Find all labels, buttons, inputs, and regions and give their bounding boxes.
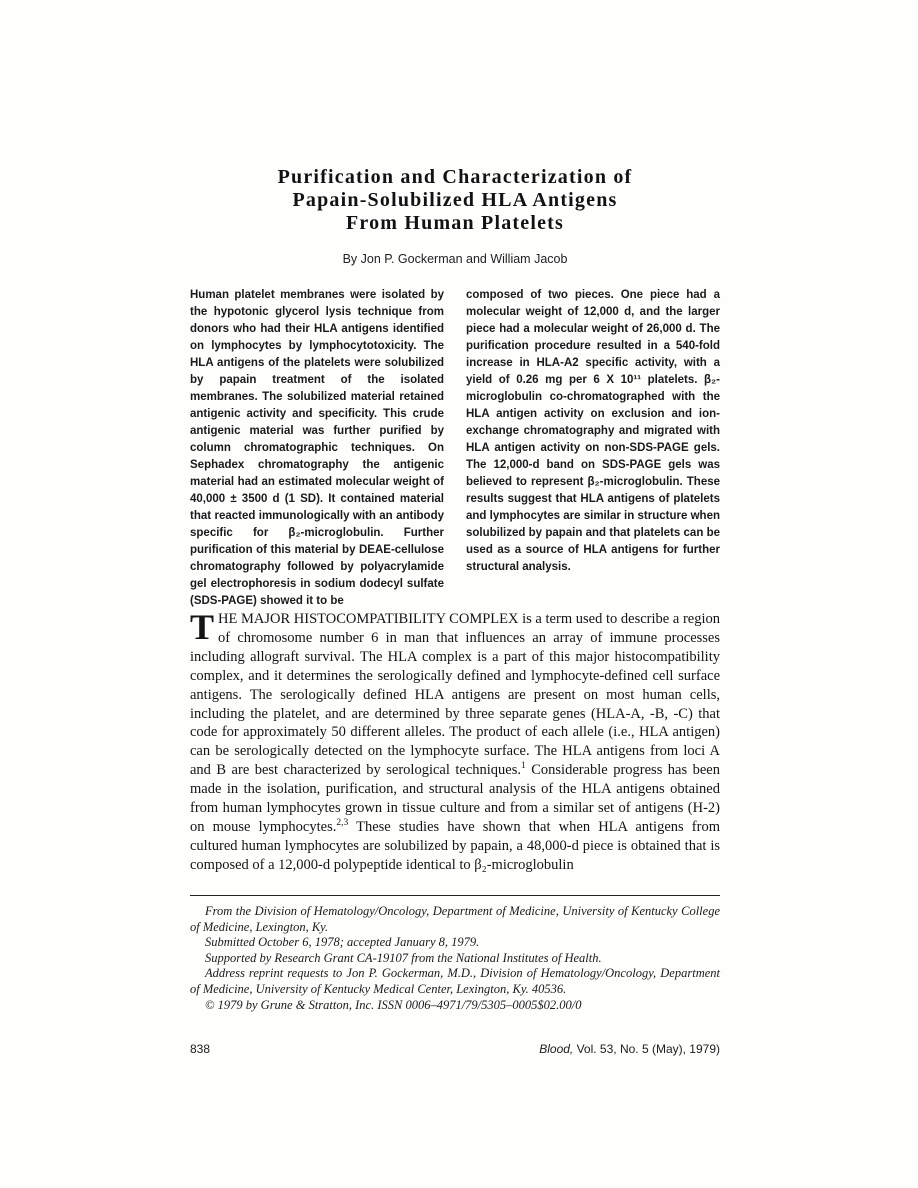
page-number: 838	[190, 1042, 211, 1056]
body-segment-2: Considerable progress has been made in the isolation, purification, and structural analysis of the HLA antigens obtained from human lymphocytes grown in tissue culture and from a similar set of antigens (H-2) on mouse lymphocytes.	[190, 762, 720, 835]
body-segment-3: These studies have shown that when HLA antigens from cultured human lymphocytes are solubilized by papain, a 48,000-d piece is obtained that is composed of a 12,000-d polypeptide identical to β₂-microglobulin	[190, 818, 720, 873]
body-segment-1: HE MAJOR HISTOCOMPATIBILITY COMPLEX is a term used to describe a region of chromosome number 6 in man that influences an array of immune processes including allograft survival. The HLA complex is a part of this major histocompatibility complex, and it determines the serologically defined and lymphocyte-defined cell surface antigens. The serologically defined HLA antigens are present on most human cells, including the platelet, and are determined by three separate genes (HLA-A, -B, -C) that code for approximately 50 different alleles. The product of each allele (i.e., HLA antigen) can be serologically detected on the lymphocyte surface. The HLA antigens from loci A and B are best characterized by serological techniques.	[190, 611, 720, 779]
article-body	[190, 607, 720, 875]
article-title-line-1: Purification and Characterization of	[277, 166, 633, 188]
footnote-copyright-issn: © 1979 by Grune & Stratton, Inc. ISSN 0006–4971/79/5305–0005$02.00/0	[205, 997, 582, 1012]
body-paragraph	[190, 607, 720, 875]
footnotes	[190, 904, 720, 1013]
reference-mark-2-3: 2,3	[336, 818, 349, 829]
abstract-column-left: Human platelet membranes were isolated by the hypotonic glycerol lysis technique from donors who had their HLA antigens identified on lymphocytes by lymphocytotoxicity. The HLA antigens of the platelets were solubilized by papain treatment of the isolated membranes. The solubilized material retained antigenic activity and specificity. This crude antigenic material was further purified by column chromatographic techniques. On Sephadex chromatography the antigenic material had an estimated molecular weight of 40,000 ± 3500 d (1 SD). It contained material that reacted immunologically with an antibody specific for β₂-microglobulin. Further purification of this material by DEAE-cellulose chromatography followed by polyacrylamide gel electrophoresis in sodium dodecyl sulfate (SDS-PAGE) showed it to be	[190, 289, 444, 607]
footnote-submission-dates: Submitted October 6, 1978; accepted January 8, 1979.	[205, 935, 480, 950]
journal-citation	[539, 1042, 720, 1056]
footnote-affiliation: From the Division of Hematology/Oncology, Department of Medicine, University of Kentucky College of Medicine, Lexington, Ky.	[190, 904, 720, 934]
article-title-line-3: From Human Platelets	[345, 212, 565, 234]
journal-name: Blood,	[539, 1042, 574, 1056]
footnote-grant-support: Supported by Research Grant CA-19107 from the National Institutes of Health.	[205, 950, 602, 965]
abstract	[190, 287, 720, 610]
reference-mark-1: 1	[521, 761, 526, 772]
abstract-column-right: composed of two pieces. One piece had a molecular weight of 12,000 d, and the larger piece had a molecular weight of 26,000 d. The purification procedure resulted in a 540-fold increase in HLA-A2 specific activity, with a yield of 0.26 mg per 6 X 10¹¹ platelets. β₂-microglobulin co-chromatographed with the HLA antigen activity on exclusion and ion-exchange chromatography and migrated with HLA antigen activity on non-SDS-PAGE gels. The 12,000-d band on SDS-PAGE gels was believed to represent β₂-microglobulin. These results suggest that HLA antigens of platelets and lymphocytes are similar in structure when solubilized by papain and that platelets can be used as a source of HLA antigens for further structural analysis.	[466, 289, 720, 573]
journal-volume-issue: Vol. 53, No. 5 (May), 1979)	[573, 1042, 720, 1056]
article-title-line-2: Papain-Solubilized HLA Antigens	[292, 189, 618, 211]
page-footer	[190, 1042, 720, 1056]
footnote-reprint-requests: Address reprint requests to Jon P. Gockerman, M.D., Division of Hematology/Oncology, Department of Medicine, University of Kentucky Medical Center, Lexington, Ky. 40536.	[190, 966, 720, 996]
drop-cap: T	[190, 607, 215, 647]
byline: By Jon P. Gockerman and William Jacob	[342, 252, 568, 266]
article-header	[190, 166, 720, 266]
footnote-divider-rule	[190, 895, 720, 896]
